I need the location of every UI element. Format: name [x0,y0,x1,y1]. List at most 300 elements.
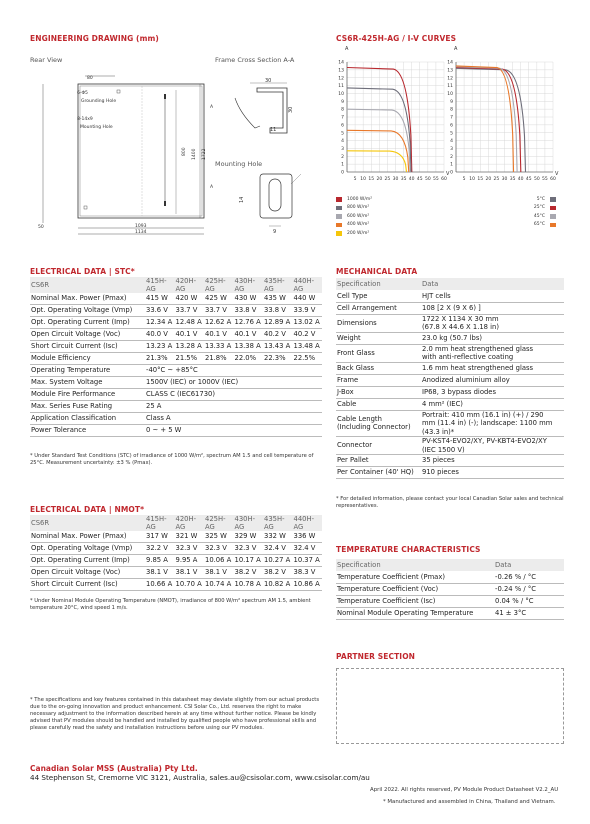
column-header: 420H- AG [175,515,205,531]
column-header: 430H- AG [234,515,264,531]
table-cell: -0.24 % / °C [494,583,564,595]
table-cell: 40.2 V [293,329,323,341]
y-tick-label: 5 [341,131,344,137]
footer-company: Canadian Solar MSS (Australia) Pty Ltd. [30,764,198,773]
x-tick-label: 35 [509,177,516,182]
x-tick-label: 10 [469,177,476,182]
table-row [336,332,564,344]
legend-swatch [336,214,342,219]
legend-label: 25°C [533,205,545,211]
column-header: 435H- AG [263,515,293,531]
table-cell: Opt. Operating Voltage (Vmp) [30,543,145,555]
table-row [30,317,322,329]
table-row [336,583,564,595]
table-cell: Back Glass [336,362,421,374]
y-tick-label: 7 [341,115,344,121]
y-tick-label: 3 [450,147,453,153]
table-cell: 10.37 A [293,555,323,567]
table-cell: 38.2 V [263,567,293,579]
table-row [30,293,322,305]
table-row [30,353,322,365]
table-cell: 23.0 kg (50.7 lbs) [421,332,564,344]
table-row [30,305,322,317]
table-cell: 33.7 V [204,305,234,317]
column-header: 420H- AG [175,277,205,293]
table-cell: 33.9 V [293,305,323,317]
dim-30b: 30 [288,106,294,113]
y-tick-label: 5 [450,131,453,137]
y-tick-label: 11 [338,84,344,90]
legend-swatch [550,223,556,228]
table-row [336,362,564,374]
x-tick-label: 15 [368,177,375,182]
table-cell: 9.95 A [175,555,205,567]
disclaimer: * The specifications and key features contained in this datasheet may deviate slightly from our actual products due to the on-going innovation and product enhancement. CSI Solar Co., Ltd. reserves the right to make necessary adjustment to the information described herein at any time without further notice. Please be kindly advised that PV modules should be handled and installed by qualified people who have professional skills and please carefully read the safety and installation instructions before using our PV modules. [30,697,320,731]
table-cell: 38.1 V [204,567,234,579]
rear-view-label: Rear View [30,56,63,64]
table-cell: Nominal Max. Power (Pmax) [30,293,145,305]
legend-item [336,204,372,213]
table-cell: Module Efficiency [30,353,145,365]
x-tick-label: 25 [493,177,500,182]
temperature-legend [495,195,556,229]
table-cell: 440 W [293,293,323,305]
legend-item [336,221,372,230]
legend-label: 45°C [533,213,545,219]
table-cell: 13.33 A [204,341,234,353]
x-tick-label: 60 [550,177,556,182]
table-cell: 13.43 A [263,341,293,353]
legend-swatch [336,197,342,202]
legend-swatch [550,214,556,219]
dim-1722: 1722 [202,148,207,160]
mechanical-table [336,278,564,479]
table-cell: Max. System Voltage [30,377,145,389]
y-tick-label: 14 [447,60,453,66]
column-header: 440H- AG [293,277,323,293]
table-cell: 10.74 A [204,579,234,591]
legend-label: 65°C [533,222,545,228]
temperature-table [336,559,564,620]
table-cell: 13.28 A [175,341,205,353]
table-row [30,579,322,591]
table-cell: J-Box [336,386,421,398]
table-cell: 13.23 A [145,341,175,353]
table-cell: 12.62 A [204,317,234,329]
dim-1134: 1134 [135,230,147,235]
table-cell: 329 W [234,531,264,543]
y-tick-label: 14 [338,60,344,66]
dim-50: 50 [38,225,44,230]
table-cell: 38.1 V [175,567,205,579]
legend-swatch [336,223,342,228]
table-row [30,389,322,401]
table-cell: Temperature Coefficient (Isc) [336,595,494,607]
column-header: Data [421,278,564,290]
elec-nmot-title: ELECTRICAL DATA | NMOT* [30,505,145,514]
footer-address: 44 Stephenson St, Cremorne VIC 3121, Australia, sales.au@csisolar.com, www.csisolar.com/au [30,773,370,782]
table-cell: 336 W [293,531,323,543]
mounting-hole-text: 8-14x9 [77,117,93,122]
table-cell: 35 pieces [421,455,564,467]
engineering-drawing [25,68,325,243]
table-cell: PV-KST4-EVO2/XY, PV-KBT4-EVO2/XY (IEC 1500 V) [421,437,564,455]
x-tick-label: 55 [433,177,439,182]
legend-label: 600 W/m² [347,213,370,219]
legend-item [495,204,556,213]
table-cell: 10.70 A [175,579,205,591]
table-cell: Short Circuit Current (Isc) [30,579,145,591]
table-cell: 13.38 A [234,341,264,353]
column-header: 415H- AG [145,515,175,531]
elec-nmot-table [30,515,322,591]
legend-label: 800 W/m² [347,205,370,211]
table-cell: 40.1 V [234,329,264,341]
dim-A-b: A [210,185,214,190]
elec-stc-table [30,277,322,437]
table-row [30,425,322,437]
table-cell: Class A [145,413,322,425]
x-axis-label: V [446,171,450,177]
table-cell: Cable [336,398,421,410]
table-cell: 10.86 A [293,579,323,591]
legend-item [336,212,372,221]
engineering-title: ENGINEERING DRAWING (mm) [30,34,159,43]
table-cell: Power Tolerance [30,425,145,437]
y-tick-label: 13 [447,68,453,74]
table-cell: Front Glass [336,344,421,362]
table-cell: 32.3 V [234,543,264,555]
table-row [336,302,564,314]
table-cell: Dimensions [336,314,421,332]
table-cell: Open Circuit Voltage (Voc) [30,567,145,579]
column-header: 415H- AG [145,277,175,293]
table-cell: 2.0 mm heat strengthened glass with anti-reflective coating [421,344,564,362]
legend-item [495,212,556,221]
table-row [30,531,322,543]
svg-text:Grounding Hole: Grounding Hole [81,99,117,104]
temperature-title: TEMPERATURE CHARACTERISTICS [336,545,481,554]
table-cell: Max. Series Fuse Rating [30,401,145,413]
dim-9: 9 [273,229,277,235]
y-tick-label: 9 [450,99,453,105]
table-cell: -40°C ~ +85°C [145,365,322,377]
y-tick-label: 2 [450,154,453,160]
table-cell: Per Pallet [336,455,421,467]
table-cell: 332 W [263,531,293,543]
dim-1400: 1400 [192,148,197,160]
table-cell: 12.34 A [145,317,175,329]
table-cell: Open Circuit Voltage (Voc) [30,329,145,341]
partner-title: PARTNER SECTION [336,652,416,661]
table-row [30,401,322,413]
x-tick-label: 50 [424,177,431,182]
y-tick-label: 4 [341,139,344,145]
dim-800: 800 [182,147,187,156]
column-header: Specification [336,278,421,290]
y-tick-label: 0 [450,170,453,176]
dim-14: 14 [239,196,245,203]
table-row [30,365,322,377]
table-cell: 108 [2 X (9 X 6) ] [421,302,564,314]
table-row [336,290,564,302]
table-cell: Nominal Max. Power (Pmax) [30,531,145,543]
x-tick-label: 20 [485,177,492,182]
column-header: Specification [336,559,494,571]
legend-item [495,195,556,204]
iv-title: CS6R-425H-AG / I-V CURVES [336,34,457,43]
table-cell: Anodized aluminium alloy [421,374,564,386]
legend-item [336,195,372,204]
table-cell: 10.27 A [263,555,293,567]
table-cell: 33.8 V [263,305,293,317]
column-header: 425H- AG [204,277,234,293]
y-tick-label: 1 [341,162,344,168]
x-tick-label: 40 [408,177,415,182]
dim-80: 80 [87,76,93,81]
table-row [30,377,322,389]
y-tick-label: 10 [447,92,453,98]
dim-1093: 1093 [135,224,147,229]
table-cell: CLASS C (IEC61730) [145,389,322,401]
table-row [336,374,564,386]
table-cell: IP68, 3 bypass diodes [421,386,564,398]
table-cell: 0.04 % / °C [494,595,564,607]
mechanical-title: MECHANICAL DATA [336,267,418,276]
table-cell: 321 W [175,531,205,543]
table-cell: 10.66 A [145,579,175,591]
iv-chart-irradiance [336,42,451,192]
table-cell: 21.3% [145,353,175,365]
table-cell: 33.6 V [145,305,175,317]
y-axis-label: A [345,46,349,52]
table-cell: Weight [336,332,421,344]
x-tick-label: 55 [542,177,548,182]
table-row [30,555,322,567]
table-cell: 32.2 V [145,543,175,555]
legend-label: 200 W/m² [347,230,370,236]
table-cell: Temperature Coefficient (Pmax) [336,571,494,583]
table-cell: 32.4 V [293,543,323,555]
table-cell: 32.3 V [175,543,205,555]
y-tick-label: 10 [338,92,344,98]
table-cell: -0.26 % / °C [494,571,564,583]
iv-chart-temperature [445,42,565,192]
table-row [30,329,322,341]
table-row [336,344,564,362]
y-tick-label: 1 [450,162,453,168]
x-tick-label: 5 [353,177,357,182]
table-cell: 325 W [204,531,234,543]
mechanical-note: * For detailed information, please contact your local Canadian Solar sales and technical representatives. [336,496,564,509]
table-cell: 40.0 V [145,329,175,341]
table-row [30,413,322,425]
table-row [336,410,564,437]
table-cell: Operating Temperature [30,365,145,377]
y-tick-label: 3 [341,147,344,153]
table-cell: 12.48 A [175,317,205,329]
elec-nmot-note: * Under Nominal Module Operating Temperature (NMOT), irradiance of 800 W/m² spectrum AM 1.5, ambient temperature 20°C, wind speed 1 m/s. [30,598,311,611]
table-cell: Cell Type [336,290,421,302]
x-tick-label: 40 [517,177,524,182]
table-cell: 1.6 mm heat strengthened glass [421,362,564,374]
dim-A: A [210,105,214,110]
column-header: 425H- AG [204,515,234,531]
mounting-hole-drawing [260,174,292,218]
table-cell: 430 W [234,293,264,305]
y-tick-label: 2 [341,154,344,160]
elec-stc-title: ELECTRICAL DATA | STC* [30,267,135,276]
table-cell: 317 W [145,531,175,543]
table-cell: Module Fire Performance [30,389,145,401]
column-header: Data [494,559,564,571]
column-header: CS6R [30,277,145,293]
legend-label: 5°C [536,196,545,202]
table-cell: 12.76 A [234,317,264,329]
table-cell: 21.5% [175,353,205,365]
table-row [336,467,564,479]
x-tick-label: 50 [533,177,540,182]
table-cell: 10.82 A [263,579,293,591]
legend-swatch [550,197,556,202]
dim-11: 11 [270,127,277,133]
table-cell: Opt. Operating Current (Imp) [30,555,145,567]
table-cell: 21.8% [204,353,234,365]
table-cell: 10.78 A [234,579,264,591]
x-tick-label: 30 [501,177,508,182]
table-cell: 41 ± 3°C [494,607,564,619]
footer-manufactured: * Manufactured and assembled in China, Thailand and Vietnam. [383,799,556,805]
x-tick-label: 45 [416,177,423,182]
table-cell: Application Classification [30,413,145,425]
table-cell: 13.02 A [293,317,323,329]
x-tick-label: 15 [477,177,484,182]
table-cell: Cable Length (Including Connector) [336,410,421,437]
table-cell: 0 ~ + 5 W [145,425,322,437]
x-tick-label: 20 [376,177,383,182]
y-tick-label: 6 [341,123,344,129]
y-tick-label: 8 [341,107,344,113]
table-cell: 12.89 A [263,317,293,329]
legend-label: 1000 W/m² [347,196,373,202]
x-tick-label: 5 [462,177,466,182]
column-header: 435H- AG [263,277,293,293]
table-cell: Opt. Operating Current (Imp) [30,317,145,329]
iv-curve [347,151,406,172]
table-cell: 10.06 A [204,555,234,567]
table-cell: Per Container (40' HQ) [336,467,421,479]
dim-30: 30 [265,78,272,84]
table-cell: Temperature Coefficient (Voc) [336,583,494,595]
table-cell: Portrait: 410 mm (16.1 in) (+) / 290 mm (11.4 in) (-); landscape: 1100 mm (43.3 in)* [421,410,564,437]
table-cell: 38.1 V [145,567,175,579]
frame-section-label: Frame Cross Section A-A [215,56,295,64]
table-row [336,314,564,332]
x-tick-label: 60 [441,177,447,182]
x-axis-label: V [555,171,559,177]
table-cell: 32.4 V [263,543,293,555]
table-cell: 40.1 V [204,329,234,341]
column-header: 440H- AG [293,515,323,531]
table-cell: 25 A [145,401,322,413]
table-cell: HJT cells [421,290,564,302]
table-cell: 22.5% [293,353,323,365]
table-cell: Short Circuit Current (Isc) [30,341,145,353]
table-cell: Frame [336,374,421,386]
legend-item [495,221,556,230]
table-cell: Cell Arrangement [336,302,421,314]
table-cell: 910 pieces [421,467,564,479]
table-row [336,455,564,467]
table-cell: 1722 X 1134 X 30 mm (67.8 X 44.6 X 1.18 in) [421,314,564,332]
y-axis-label: A [454,46,458,52]
table-row [336,386,564,398]
table-row [30,543,322,555]
x-tick-label: 10 [360,177,367,182]
table-cell: 38.2 V [234,567,264,579]
y-tick-label: 11 [447,84,453,90]
table-cell: 38.3 V [293,567,323,579]
y-tick-label: 8 [450,107,453,113]
table-cell: Connector [336,437,421,455]
y-tick-label: 13 [338,68,344,74]
legend-swatch [336,206,342,211]
grounding-hole-text: 6-Φ5 [77,91,88,96]
y-tick-label: 7 [450,115,453,121]
mounting-hole-label: Mounting Hole [215,160,263,168]
y-tick-label: 12 [338,76,344,82]
table-cell: 40.1 V [175,329,205,341]
table-cell: 22.3% [263,353,293,365]
table-cell: 32.3 V [204,543,234,555]
table-cell: 13.48 A [293,341,323,353]
y-tick-label: 9 [341,99,344,105]
svg-text:Mounting Hole: Mounting Hole [80,125,113,130]
table-cell: 1500V (IEC) or 1000V (IEC) [145,377,322,389]
table-cell: 425 W [204,293,234,305]
table-row [30,341,322,353]
table-cell: 22.0% [234,353,264,365]
legend-item [336,229,372,238]
footer-rights: April 2022. All rights reserved, PV Module Product Datasheet V2.2_AU [370,787,559,793]
x-tick-label: 25 [384,177,391,182]
y-tick-label: 6 [450,123,453,129]
irradiance-legend [336,195,372,238]
table-cell: 435 W [263,293,293,305]
y-tick-label: 12 [447,76,453,82]
table-cell: 40.2 V [263,329,293,341]
table-row [336,437,564,455]
x-tick-label: 30 [392,177,399,182]
partner-box [336,668,564,744]
table-cell: 33.7 V [175,305,205,317]
legend-swatch [336,231,342,236]
x-tick-label: 35 [400,177,407,182]
elec-stc-note: * Under Standard Test Conditions (STC) of irradiance of 1000 W/m², spectrum AM 1.5 and cell temperature of 25°C. Measurement uncertainty: ±3 % (Pmax). [30,453,314,466]
column-header: CS6R [30,515,145,531]
legend-label: 400 W/m² [347,222,370,228]
legend-swatch [550,206,556,211]
table-row [30,567,322,579]
table-cell: 10.17 A [234,555,264,567]
table-cell: 33.8 V [234,305,264,317]
table-row [336,607,564,619]
table-row [336,595,564,607]
table-cell: 4 mm² (IEC) [421,398,564,410]
table-row [336,571,564,583]
y-tick-label: 0 [341,170,344,176]
table-cell: 9.85 A [145,555,175,567]
